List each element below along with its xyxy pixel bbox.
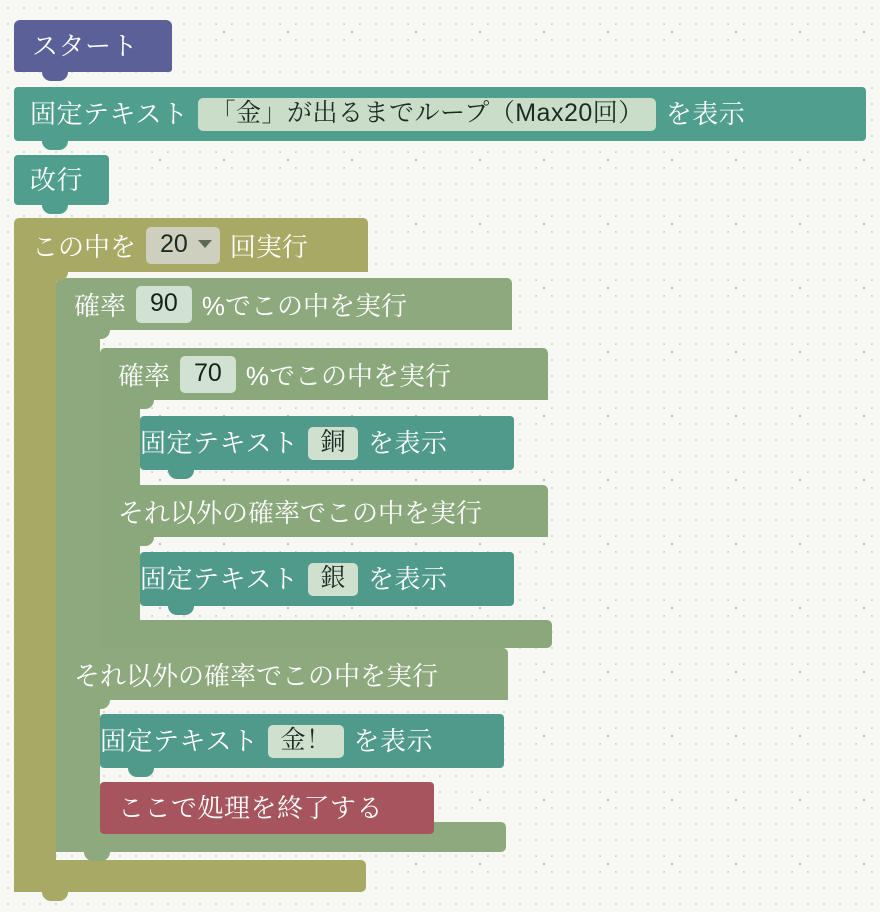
block-repeat-loop-header[interactable]	[14, 218, 368, 272]
block-print-gold-value[interactable]: 金！	[268, 725, 343, 758]
chevron-down-icon	[198, 240, 212, 248]
block-chance-90-label-post: %でこの中を実行	[201, 290, 407, 321]
block-newline[interactable]	[14, 155, 109, 205]
block-start-label: スタート	[32, 31, 139, 61]
block-repeat-loop-footer	[14, 860, 366, 892]
block-chance-90-label-pre: 確率	[74, 290, 127, 321]
block-else-outer-label: それ以外の確率でこの中を実行	[74, 660, 439, 691]
block-chance-70-label-pre: 確率	[118, 360, 171, 391]
block-chance-90-header[interactable]	[56, 278, 512, 330]
block-chance-90-value[interactable]: 90	[136, 286, 192, 323]
block-repeat-loop-count-value: 20	[160, 229, 188, 258]
block-print-silver[interactable]	[140, 552, 514, 606]
block-stop[interactable]	[100, 782, 434, 834]
block-print-header-value[interactable]: 「金」が出るまでループ（Max20回）	[198, 98, 655, 131]
block-print-bronze-label-pre: 固定テキスト	[140, 428, 299, 458]
block-repeat-loop-count-dropdown[interactable]	[146, 227, 220, 264]
block-chance-70-value[interactable]: 70	[180, 356, 236, 393]
block-print-bronze[interactable]	[140, 416, 514, 470]
block-print-silver-label-pre: 固定テキスト	[140, 564, 299, 594]
block-newline-label: 改行	[30, 165, 84, 195]
block-stop-label: ここで処理を終了する	[118, 793, 384, 823]
block-print-silver-value[interactable]: 銀	[308, 563, 358, 596]
block-print-header[interactable]	[14, 87, 866, 141]
block-print-silver-label-post: を表示	[368, 564, 448, 594]
block-print-bronze-value[interactable]: 銅	[308, 427, 358, 460]
block-else-outer-header[interactable]	[56, 648, 508, 700]
block-chance-70-label-post: %でこの中を実行	[245, 360, 451, 391]
block-repeat-loop-label-post: 回実行	[229, 231, 308, 262]
block-repeat-loop-spine	[14, 268, 56, 868]
block-else-inner-label: それ以外の確率でこの中を実行	[118, 497, 483, 528]
block-print-bronze-label-post: を表示	[368, 428, 448, 458]
block-print-gold-label-post: を表示	[353, 726, 434, 756]
block-chance-70-header[interactable]	[100, 348, 548, 400]
block-print-gold[interactable]	[100, 714, 504, 768]
block-print-header-label-pre: 固定テキスト	[30, 99, 189, 129]
block-start[interactable]	[14, 20, 172, 72]
block-print-header-label-post: を表示	[665, 99, 746, 129]
block-else-inner-header[interactable]	[100, 485, 548, 537]
block-repeat-loop-label-pre: この中を	[32, 231, 137, 262]
block-chance-70-footer	[100, 620, 552, 648]
block-chance-90-spine	[56, 326, 100, 830]
block-print-gold-label-pre: 固定テキスト	[100, 726, 259, 756]
